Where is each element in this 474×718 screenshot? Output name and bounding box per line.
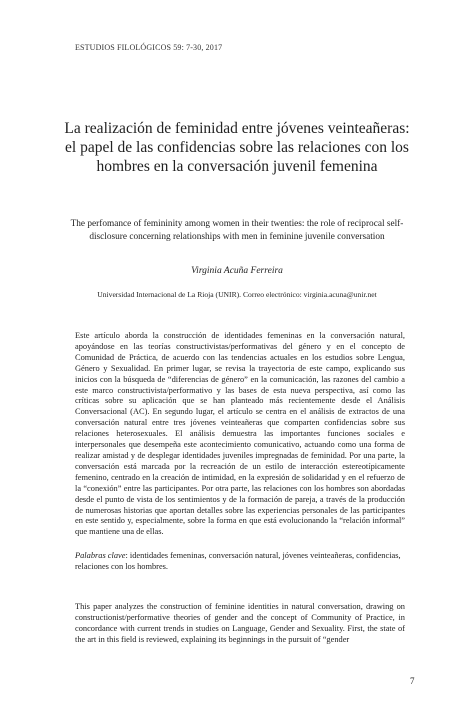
abstract-spanish: Este artículo aborda la construcción de identidades femeninas en la conversación natural, apoyándose en las teorías constructivistas/performativas del género y en el concepto de Comunidad de Práctica, de acuerdo con las tendencias actuales en los estudios sobre Lengua, Género y Sexualidad. En primer lugar, se revisa la trayectoria de este campo, explicando sus inicios con la búsqueda de “diferencias de género” en la comunicación, las razones del cambio a este marco constructivista/performativo y las bases de esta nueva perspectiva, así como las críticas sobre su aplicación que se han planteado más recientemente desde el Análisis Conversacional (AC). En segundo lugar, el artículo se centra en el análisis de extractos de una conversación natural entre tres jóvenes veinteañeras que comparten confidencias sobre sus relaciones heterosexuales. El análisis demuestra las importantes funciones sociales e interpersonales que desempeña este acontecimiento comunicativo, actuando como una forma de realizar amistad y de desplegar identidades juveniles impregnadas de feminidad. Por una parte, la conversación está marcada por la recreación de un estilo de interacción estereotípicamente femenino, centrado en la creación de intimidad, en la expresión de solidaridad y en el refuerzo de la “conexión” entre las participantes. Por otra parte, las relaciones con los hombres son abordadas desde el punto de vista de los sentimientos y de la formación de pareja, a través de la producción de numerosas historias que aportan detalles sobre las experiencias personales de las participantes en este sentido y, especialmente, sobre la forma en que está evolucionando la “relación informal” que mantiene una de ellas. — [75, 331, 405, 537]
page-number: 7 — [410, 676, 415, 686]
english-title: The perfomance of femininity among women in their twenties: the role of reciprocal self-disclosure concerning relationships with men in feminine juvenile conversation — [70, 219, 404, 242]
author-affiliation: Universidad Internacional de La Rioja (UNIR). Correo electrónico: virginia.acuna@unir.net — [97, 290, 377, 299]
keywords — [75, 551, 405, 573]
keywords-text: : identidades femeninas, conversación natural, jóvenes veinteañeras, confidencias, relaciones con los hombres. — [75, 551, 401, 571]
abstract-english: This paper analyzes the construction of feminine identities in natural conversation, drawing on constructionist/performative theories of gender and the concept of Community of Practice, in concordance with current trends in studies on Language, Gender and Sexuality. First, the state of the art in this field is reviewed, explaining its beginnings in the pursuit of “gender — [75, 602, 405, 644]
author-name: Virginia Acuña Ferreira — [191, 266, 283, 276]
journal-header: ESTUDIOS FILOLÓGICOS 59: 7-30, 2017 — [75, 43, 223, 52]
article-title: La realización de feminidad entre jóvenes veinteañeras: el papel de las confidencias sobre las relaciones con los hombres en la conversación juvenil femenina — [64, 120, 410, 175]
keywords-label: Palabras clave — [75, 551, 126, 560]
